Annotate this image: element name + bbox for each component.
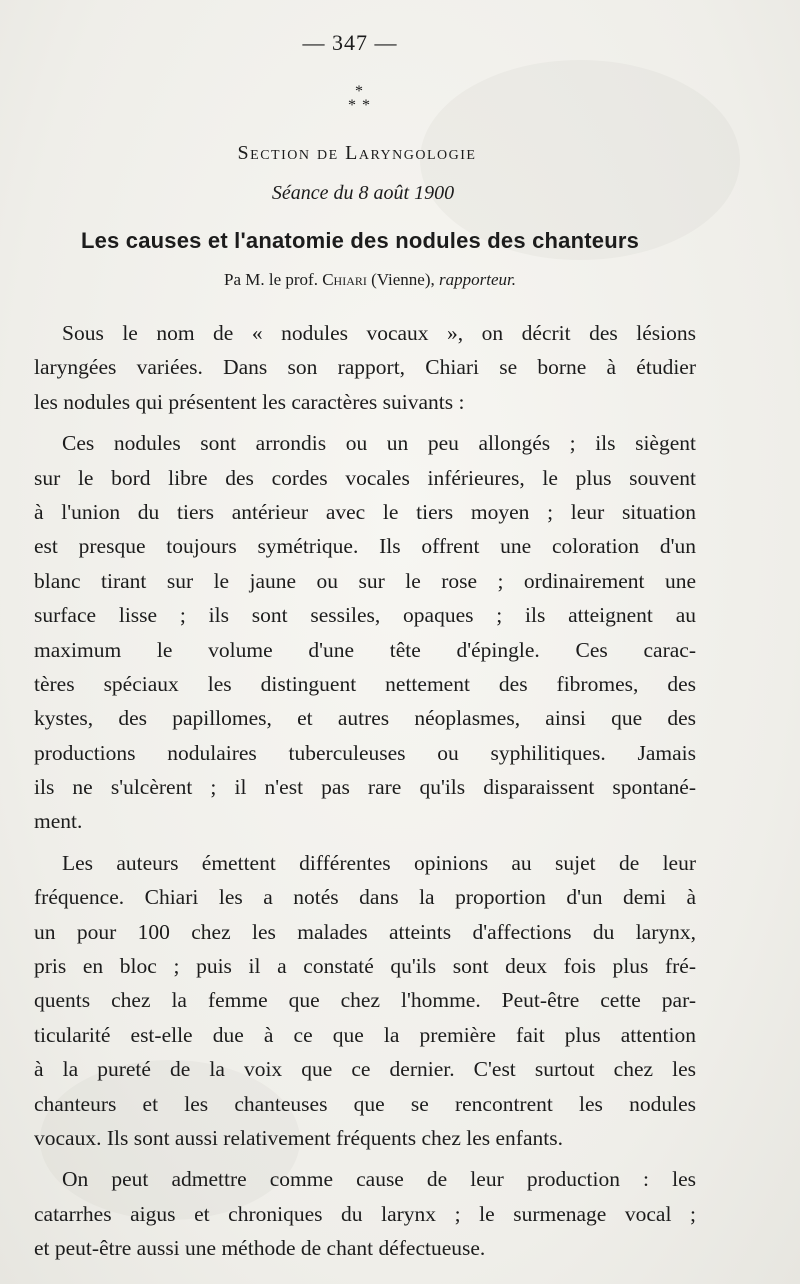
text-line: ticularité est-elle due à ce que la première fait plus attention [34, 1022, 696, 1047]
text-line: Sous le nom de « nodules vocaux », on décrit des lésions [62, 321, 696, 345]
text-line: sur le bord libre des cordes vocales inférieures, le plus souvent [34, 465, 696, 490]
asterisk: * [362, 97, 370, 114]
text-line: productions nodulaires tuberculeuses ou syphilitiques. Jamais [34, 740, 696, 765]
paragraph [34, 1162, 696, 1265]
text-line: et peut-être aussi une méthode de chant défectueuse. [34, 1236, 486, 1261]
text-line: fréquence. Chiari les a notés dans la proportion d'un demi à [34, 885, 696, 910]
text-line: tères spéciaux les distinguent nettement des fibromes, des [34, 671, 696, 696]
paragraph-gap [34, 419, 696, 426]
text-line: vocaux. Ils sont aussi relativement fréquents chez les enfants. [34, 1125, 563, 1150]
byline-role: rapporteur. [439, 270, 517, 289]
asterisk: * [355, 83, 363, 100]
section-heading: Section de Laryngologie [237, 142, 477, 164]
text-line: pris en bloc ; puis il a constaté qu'ils sont deux fois plus fré- [34, 954, 696, 979]
text-line: surface lisse ; ils sont sessiles, opaques ; ils atteignent au [34, 603, 696, 628]
text-line: les nodules qui présentent les caractères suivants : [34, 389, 465, 414]
text-line: à la pureté de la voix que ce dernier. C'est surtout chez les [34, 1057, 696, 1082]
byline-place: (Vienne), [371, 270, 435, 289]
byline-prefix: Pa M. le prof. [223, 270, 318, 289]
text-line: un pour 100 chez les malades atteints d'affections du larynx, [34, 919, 696, 944]
text-line: catarrhes aigus et chroniques du larynx ; le surmenage vocal ; [34, 1201, 696, 1226]
text-line: maximum le volume d'une tête d'épingle. Ces carac- [34, 637, 696, 662]
text-line: à l'union du tiers antérieur avec le tiers moyen ; leur situation [34, 499, 696, 524]
text-line: kystes, des papillomes, et autres néoplasmes, ainsi que des [34, 706, 696, 731]
paragraph-gap [34, 839, 696, 846]
page-number: — 347 — [302, 30, 398, 55]
paragraph [34, 316, 696, 419]
text-line: ment. [34, 809, 83, 834]
text-line: laryngées variées. Dans son rapport, Chiari se borne à étudier [34, 355, 696, 380]
section-asterism [335, 84, 395, 118]
text-line: Les auteurs émettent différentes opinions au sujet de leur [62, 850, 696, 875]
byline [0, 270, 740, 290]
text-line: chanteurs et les chanteuses que se rencontrent les nodules [34, 1091, 696, 1116]
text-line: On peut admettre comme cause de leur production : les [62, 1167, 696, 1192]
text-line: est presque toujours symétrique. Ils offrent une coloration d'un [34, 534, 696, 559]
text-line: ils ne s'ulcèrent ; il n'est pas rare qu'ils disparaissent spontané- [34, 775, 696, 800]
article-title: Les causes et l'anatomie des nodules des chanteurs [80, 228, 640, 253]
text-line: blanc tirant sur le jaune ou sur le rose ; ordinairement une [34, 568, 696, 593]
paragraph-gap [34, 1155, 696, 1162]
asterisk: * [348, 97, 356, 114]
article-body [34, 316, 696, 1266]
session-date: Séance du 8 août 1900 [271, 182, 455, 204]
text-line: Ces nodules sont arrondis ou un peu allongés ; ils siègent [62, 431, 696, 456]
byline-author: Chiari [322, 270, 367, 289]
text-line: quents chez la femme que chez l'homme. Peut-être cette par- [34, 988, 696, 1013]
paragraph [34, 846, 696, 1156]
paragraph [34, 426, 696, 839]
